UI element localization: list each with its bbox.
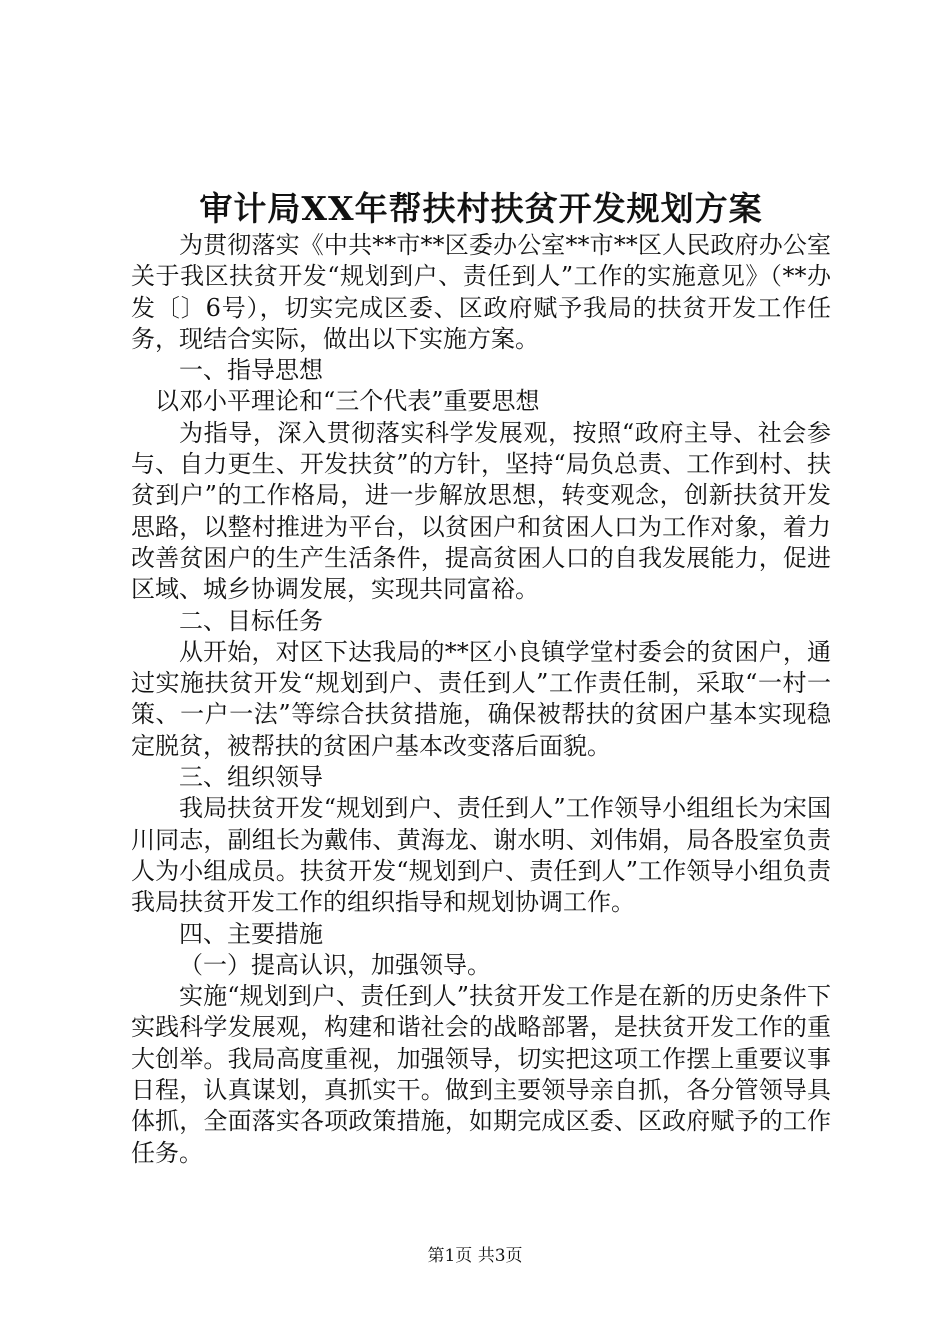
document-title: 审计局XX年帮扶村扶贫开发规划方案 bbox=[199, 189, 763, 228]
section-heading-3: 三、组织领导 bbox=[179, 763, 323, 792]
paragraph-goals: 从开始，对区下达我局的**区小良镇学堂村委会的贫困户，通过实施扶贫开发“规划到户、责任到人”工作责任制，采取“一村一策、一户一法”等综合扶贫措施，确保被帮扶的贫困户基本实现稳定脱贫，被帮扶的贫困户基本改变落后面貌。 bbox=[131, 637, 831, 760]
measure-subheading-1: （一）提高认识，加强领导。 bbox=[179, 950, 491, 979]
section-heading-2: 二、目标任务 bbox=[179, 606, 323, 635]
paragraph-measures: 实施“规划到户、责任到人”扶贫开发工作是在新的历史条件下实践科学发展观，构建和谐社会的战略部署，是扶贫开发工作的重大创举。我局高度重视，加强领导，切实把这项工作摆上重要议事日程，认真谋划，真抓实干。做到主要领导亲自抓，各分管领导具体抓，全面落实各项政策措施，如期完成区委、区政府赋予的工作任务。 bbox=[131, 982, 831, 1167]
paragraph-intro: 为贯彻落实《中共**市**区委办公室**市**区人民政府办公室关于我区扶贫开发“规划到户、责任到人”工作的实施意见》（**办发〔〕6号），切实完成区委、区政府赋予我局的扶贫开发工作任务，现结合实际，做出以下实施方案。 bbox=[131, 231, 831, 353]
page-footer: 第1页 共3页 bbox=[427, 1246, 523, 1266]
paragraph-organization: 我局扶贫开发“规划到户、责任到人”工作领导小组组长为宋国川同志，副组长为戴伟、黄海龙、谢水明、刘伟娟，局各股室负责人为小组成员。扶贫开发“规划到户、责任到人”工作领导小组负责我局扶贫开发工作的组织指导和规划协调工作。 bbox=[131, 794, 831, 917]
document-page bbox=[131, 188, 831, 1169]
section-heading-4: 四、主要措施 bbox=[179, 919, 323, 948]
document-body bbox=[131, 230, 831, 1169]
paragraph-guiding-thought: 为指导，深入贯彻落实科学发展观，按照“政府主导、社会参与、自力更生、开发扶贫”的方针，坚持“局负总责、工作到村、扶贫到户”的工作格局，进一步解放思想，转变观念，创新扶贫开发思路，以整村推进为平台，以贫困户和贫困人口为工作对象，着力改善贫困户的生产生活条件，提高贫困人口的自我发展能力，促进区域、城乡协调发展，实现共同富裕。 bbox=[131, 418, 831, 604]
section-heading-1: 一、指导思想 bbox=[179, 356, 323, 385]
guiding-thought-line: 以邓小平理论和“三个代表”重要思想 bbox=[155, 387, 540, 416]
